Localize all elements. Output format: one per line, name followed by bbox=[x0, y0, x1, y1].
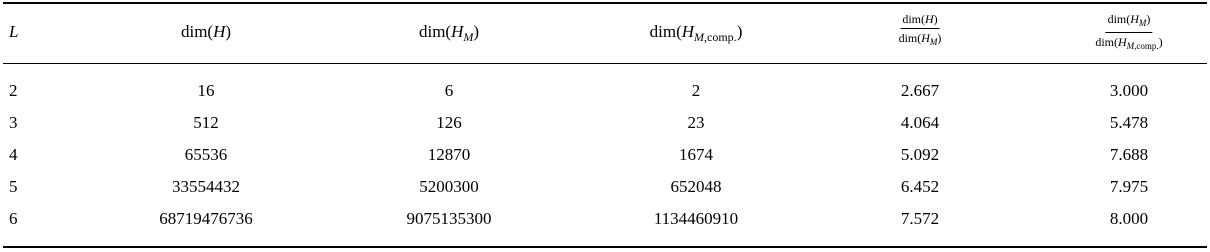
cell-dim-HM: 5200300 bbox=[419, 177, 479, 196]
cell-dim-HM: 9075135300 bbox=[406, 209, 492, 228]
header-dim-H-prefix: dim( bbox=[180, 22, 214, 41]
cell-dim-HM-comp: 652048 bbox=[670, 177, 722, 196]
cell-ratio1: 5.092 bbox=[900, 145, 940, 164]
ratio1-numerator bbox=[900, 12, 939, 29]
header-dim-HM-comp-sub-it: M bbox=[694, 30, 705, 44]
cell-ratio1: 4.064 bbox=[900, 113, 940, 132]
cell-ratio2: 8.000 bbox=[1109, 209, 1149, 228]
ratio2-numerator bbox=[1106, 12, 1153, 33]
ratio2-den-sub-it: M bbox=[1126, 41, 1135, 51]
ratio1-den-sub: M bbox=[929, 37, 938, 47]
ratio2-den-var: H bbox=[1118, 35, 1127, 49]
ratio1-den-prefix: dim( bbox=[898, 31, 922, 45]
ratio1-den-suffix: ) bbox=[937, 31, 942, 45]
ratio1-den-var: H bbox=[921, 31, 930, 45]
cell-dim-HM-comp: 2 bbox=[691, 81, 701, 100]
ratio2-denominator bbox=[1093, 33, 1164, 54]
cell-dim-H: 33554432 bbox=[172, 177, 240, 196]
cell-dim-HM: 126 bbox=[436, 113, 462, 132]
header-dim-H bbox=[181, 22, 231, 42]
ratio2-den-prefix: dim( bbox=[1095, 35, 1118, 49]
header-dim-HM-prefix: dim( bbox=[418, 22, 452, 41]
ratio1-num-suffix: ) bbox=[933, 12, 938, 26]
cell-dim-H: 65536 bbox=[184, 145, 228, 164]
header-dim-HM-comp-sub-text: ,comp. bbox=[704, 30, 737, 44]
top-rule bbox=[3, 2, 1207, 4]
cell-ratio2: 3.000 bbox=[1109, 81, 1149, 100]
cell-dim-HM-comp: 1134460910 bbox=[653, 209, 739, 228]
ratio2-den-suffix: ) bbox=[1158, 35, 1163, 49]
ratio2-num-var: H bbox=[1130, 12, 1139, 26]
cell-L: 4 bbox=[9, 145, 18, 164]
cell-dim-HM-comp: 23 bbox=[687, 113, 705, 132]
bottom-rule bbox=[3, 246, 1207, 248]
ratio1-denominator bbox=[897, 29, 944, 50]
ratio2-num-suffix: ) bbox=[1146, 12, 1151, 26]
header-dim-HM-comp-var: H bbox=[681, 22, 695, 41]
header-dim-HM-comp-suffix: ) bbox=[736, 22, 743, 41]
header-dim-HM-comp-prefix: dim( bbox=[649, 22, 682, 41]
header-dim-HM-suffix: ) bbox=[473, 22, 480, 41]
cell-ratio2: 7.975 bbox=[1109, 177, 1149, 196]
cell-dim-HM: 6 bbox=[444, 81, 454, 100]
ratio2-num-sub: M bbox=[1138, 18, 1147, 28]
header-L: L bbox=[9, 22, 19, 41]
header-dim-HM-comp-sub bbox=[694, 30, 737, 44]
ratio2-den-sub bbox=[1127, 41, 1159, 51]
ratio2-num-prefix: dim( bbox=[1107, 12, 1131, 26]
header-ratio-H-over-HM bbox=[897, 12, 944, 50]
header-dim-H-var: H bbox=[213, 22, 226, 41]
cell-L: 5 bbox=[9, 177, 18, 196]
cell-L: 6 bbox=[9, 209, 18, 228]
header-dim-HM-comp bbox=[650, 22, 743, 47]
cell-ratio2: 7.688 bbox=[1109, 145, 1149, 164]
header-dim-H-suffix: ) bbox=[225, 22, 232, 41]
cell-dim-H: 16 bbox=[197, 81, 215, 100]
cell-dim-HM: 12870 bbox=[427, 145, 471, 164]
header-dim-HM-sub: M bbox=[463, 30, 474, 44]
cell-ratio2: 5.478 bbox=[1109, 113, 1149, 132]
cell-ratio1: 7.572 bbox=[900, 209, 940, 228]
cell-ratio1: 6.452 bbox=[900, 177, 940, 196]
cell-dim-HM-comp: 1674 bbox=[679, 145, 713, 164]
cell-L: 2 bbox=[9, 81, 18, 100]
header-dim-HM bbox=[419, 22, 479, 47]
cell-ratio1: 2.667 bbox=[900, 81, 940, 100]
header-dim-HM-var: H bbox=[451, 22, 464, 41]
ratio1-num-var: H bbox=[925, 12, 934, 26]
cell-dim-H: 512 bbox=[193, 113, 219, 132]
header-ratio-HM-over-HMcomp bbox=[1093, 12, 1164, 54]
cell-L: 3 bbox=[9, 113, 18, 132]
cell-dim-H: 68719476736 bbox=[159, 209, 253, 228]
ratio2-den-sub-text: ,comp. bbox=[1134, 41, 1159, 51]
header-rule bbox=[3, 63, 1207, 64]
ratio1-num-prefix: dim( bbox=[902, 12, 925, 26]
